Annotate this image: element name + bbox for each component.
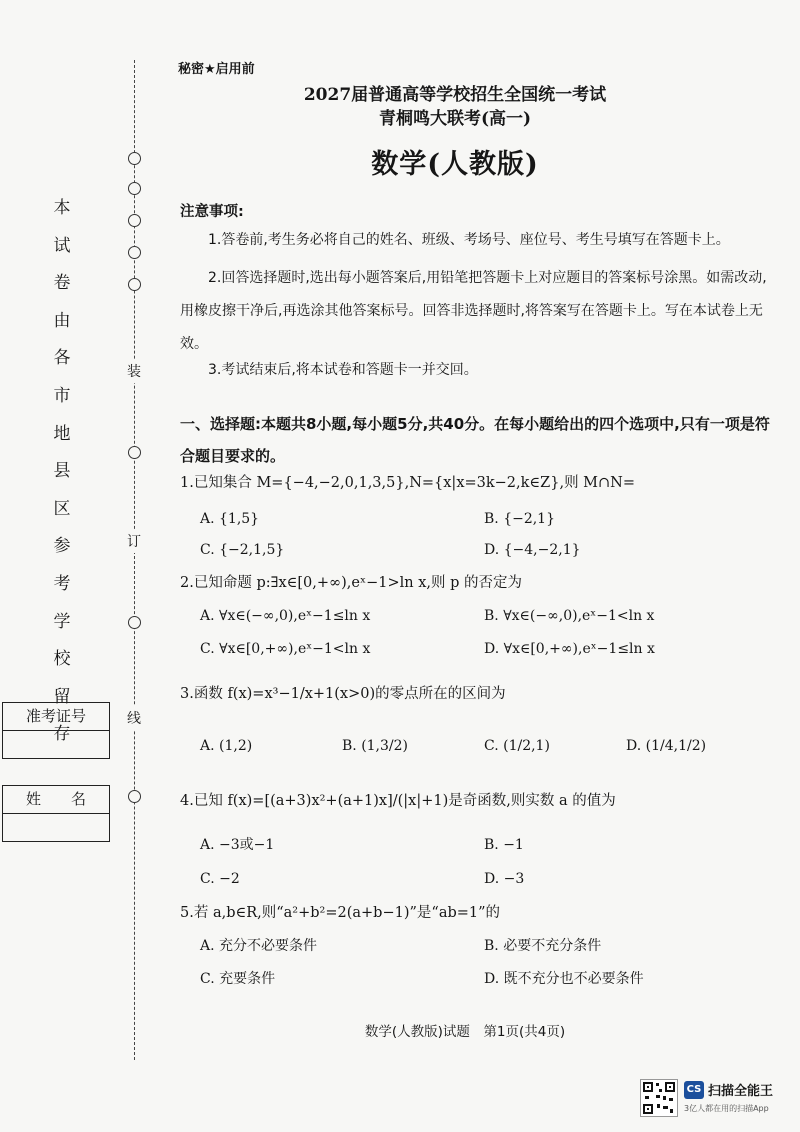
question-2-option-b: B. ∀x∈(−∞,0),eˣ−1<ln x — [484, 608, 655, 624]
question-1-option-d: D. {−4,−2,1} — [484, 542, 581, 558]
candidate-id-label: 准考证号 — [3, 703, 109, 731]
question-1-option-b: B. {−2,1} — [484, 511, 555, 527]
question-2-option-d: D. ∀x∈[0,+∞),eˣ−1≤ln x — [484, 641, 655, 657]
note-item: 2.回答选择题时,选出每小题答案后,用铅笔把答题卡上对应题目的答案标号涂黑。如需改动,用橡皮擦干净后,再选涂其他答案标号。回答非选择题时,将答案写在答题卡上。写在本试卷上无效。 — [180, 270, 767, 352]
binding-char-xian: 线 — [127, 706, 141, 730]
question-3-option-d: D. (1/4,1/2) — [626, 738, 707, 754]
name-field[interactable] — [3, 814, 109, 841]
candidate-id-box — [2, 702, 110, 759]
camscanner-logo-icon: CS — [684, 1081, 704, 1099]
section-heading: 一、选择题:本题共8小题,每小题5分,共40分。在每小题给出的四个选项中,只有一项是符合题目要求的。 — [180, 415, 770, 465]
question-2-option-c: C. ∀x∈[0,+∞),eˣ−1<ln x — [200, 641, 371, 657]
question-4-option-c: C. −2 — [200, 871, 240, 887]
confidential-mark: 秘密★启用前 — [178, 62, 255, 77]
notes-heading: 注意事项: — [180, 204, 244, 220]
binding-hole-icon — [128, 278, 141, 291]
question-4-stem: 4.已知 f(x)=[(a+3)x²+(a+1)x]/(|x|+1)是奇函数,则实数 a 的值为 — [180, 793, 616, 809]
exam-subtitle: 青桐鸣大联考(高一) — [378, 109, 532, 129]
question-4-option-a: A. −3或−1 — [200, 837, 275, 853]
question-4-option-b: B. −1 — [484, 837, 524, 853]
question-4-option-d: D. −3 — [484, 871, 525, 887]
name-box — [2, 785, 110, 842]
page-footer: 数学(人教版)试题 第1页(共4页) — [364, 1024, 566, 1040]
candidate-id-field[interactable] — [3, 731, 109, 758]
binding-hole-icon — [128, 152, 141, 165]
question-3-stem: 3.函数 f(x)=x³−1/x+1(x>0)的零点所在的区间为 — [180, 686, 506, 702]
question-3-option-b: B. (1,3/2) — [342, 738, 409, 754]
binding-hole-icon — [128, 616, 141, 629]
question-3-option-c: C. (1/2,1) — [484, 738, 550, 754]
binding-dashed-line — [134, 60, 135, 1060]
binding-hole-icon — [128, 214, 141, 227]
question-2-stem: 2.已知命题 p:∃x∈[0,+∞),eˣ−1>ln x,则 p 的否定为 — [180, 575, 522, 591]
question-2-option-a: A. ∀x∈(−∞,0),eˣ−1≤ln x — [200, 608, 371, 624]
question-5-option-c: C. 充要条件 — [200, 971, 276, 987]
question-3-option-a: A. (1,2) — [200, 738, 253, 754]
question-5-option-a: A. 充分不必要条件 — [200, 938, 318, 954]
question-5-option-d: D. 既不充分也不必要条件 — [484, 971, 644, 987]
question-1-stem: 1.已知集合 M={−4,−2,0,1,3,5},N={x|x=3k−2,k∈Z},则 M∩N= — [180, 475, 636, 491]
binding-char-zhuang: 装 — [127, 359, 141, 383]
question-5-stem: 5.若 a,b∈R,则“a²+b²=2(a+b−1)”是“ab=1”的 — [180, 905, 501, 921]
qr-code-icon — [640, 1079, 678, 1117]
note-item: 1.答卷前,考生务必将自己的姓名、班级、考场号、座位号、考生号填写在答题卡上。 — [208, 232, 730, 248]
binding-hole-icon — [128, 246, 141, 259]
exam-title: 2027届普通高等学校招生全国统一考试 — [303, 85, 607, 105]
name-label: 姓 名 — [3, 786, 109, 814]
question-5-option-b: B. 必要不充分条件 — [484, 938, 602, 954]
question-1-option-c: C. {−2,1,5} — [200, 542, 285, 558]
subject-title: 数学(人教版) — [371, 149, 539, 180]
binding-hole-icon — [128, 446, 141, 459]
binding-hole-icon — [128, 182, 141, 195]
scanner-app-tagline: 3亿人都在用的扫描App — [684, 1104, 769, 1113]
note-item: 3.考试结束后,将本试卷和答题卡一并交回。 — [208, 362, 478, 378]
vertical-retention-notice: 本 试 卷 由 各 市 地 县 区 参 考 学 校 留 存 — [53, 198, 71, 745]
binding-char-ding: 订 — [127, 529, 141, 553]
question-1-option-a: A. {1,5} — [200, 511, 260, 527]
scanner-app-name: 扫描全能王 — [708, 1084, 774, 1099]
binding-hole-icon — [128, 790, 141, 803]
